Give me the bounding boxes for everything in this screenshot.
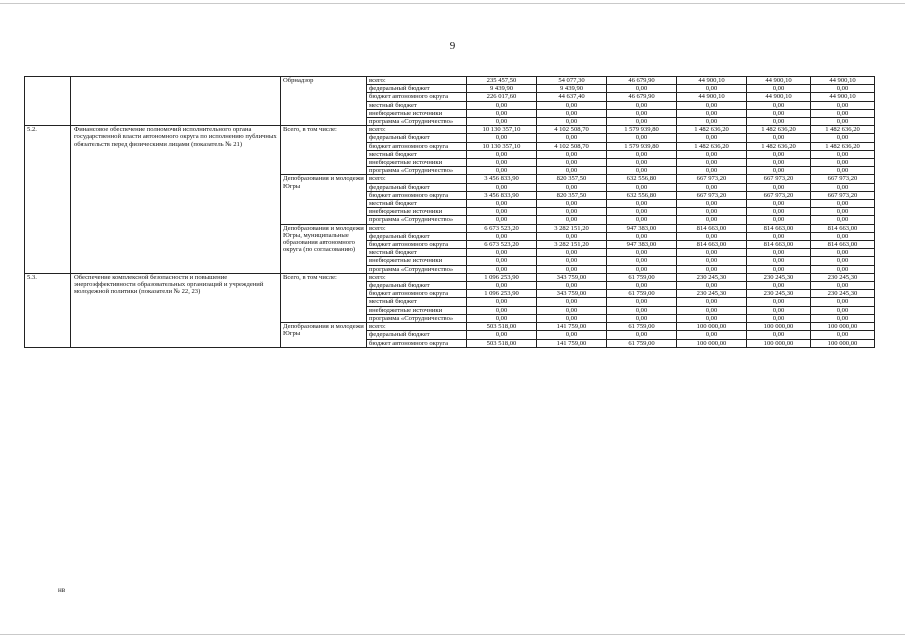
amount-cell: 46 679,90 — [607, 77, 677, 85]
amount-cell: 0,00 — [677, 282, 747, 290]
amount-cell: 0,00 — [811, 232, 875, 240]
executor-cell: Обрнадзор — [281, 77, 367, 126]
funding-source-cell: федеральный бюджет — [367, 331, 467, 339]
amount-cell: 814 663,00 — [677, 224, 747, 232]
amount-cell: 44 637,40 — [537, 93, 607, 101]
amount-cell: 4 102 508,70 — [537, 126, 607, 134]
amount-cell: 0,00 — [677, 249, 747, 257]
amount-cell: 343 759,00 — [537, 290, 607, 298]
table-row — [25, 273, 875, 281]
funding-source-cell: программа «Сотрудничество» — [367, 265, 467, 273]
amount-cell: 0,00 — [677, 265, 747, 273]
amount-cell: 814 663,00 — [747, 224, 811, 232]
amount-cell: 0,00 — [607, 306, 677, 314]
amount-cell: 0,00 — [467, 118, 537, 126]
amount-cell: 0,00 — [607, 265, 677, 273]
amount-cell: 0,00 — [607, 101, 677, 109]
amount-cell: 667 973,20 — [811, 175, 875, 183]
amount-cell: 46 679,90 — [607, 93, 677, 101]
amount-cell: 0,00 — [607, 134, 677, 142]
amount-cell: 0,00 — [537, 298, 607, 306]
funding-source-cell: внебюджетные источники — [367, 257, 467, 265]
funding-source-cell: бюджет автономного округа — [367, 93, 467, 101]
amount-cell: 141 759,00 — [537, 323, 607, 331]
executor-cell: Всего, в том числе: — [281, 126, 367, 175]
funding-source-cell: местный бюджет — [367, 101, 467, 109]
item-title — [71, 77, 281, 126]
funding-source-cell: всего: — [367, 175, 467, 183]
amount-cell: 0,00 — [677, 101, 747, 109]
amount-cell: 0,00 — [607, 167, 677, 175]
amount-cell: 0,00 — [811, 331, 875, 339]
funding-source-cell: местный бюджет — [367, 298, 467, 306]
amount-cell: 0,00 — [811, 208, 875, 216]
amount-cell: 0,00 — [467, 101, 537, 109]
amount-cell: 0,00 — [677, 314, 747, 322]
funding-source-cell: местный бюджет — [367, 150, 467, 158]
amount-cell: 0,00 — [811, 306, 875, 314]
funding-source-cell: программа «Сотрудничество» — [367, 216, 467, 224]
amount-cell: 0,00 — [811, 167, 875, 175]
amount-cell: 0,00 — [811, 265, 875, 273]
funding-source-cell: бюджет автономного округа — [367, 290, 467, 298]
amount-cell: 0,00 — [811, 118, 875, 126]
amount-cell: 0,00 — [537, 232, 607, 240]
funding-source-cell: бюджет автономного округа — [367, 241, 467, 249]
funding-source-cell: программа «Сотрудничество» — [367, 167, 467, 175]
item-number — [25, 77, 71, 126]
amount-cell: 0,00 — [811, 314, 875, 322]
amount-cell: 0,00 — [467, 257, 537, 265]
executor-cell: Депобразования и молодежи Югры — [281, 175, 367, 224]
amount-cell: 0,00 — [537, 331, 607, 339]
amount-cell: 44 900,10 — [677, 77, 747, 85]
amount-cell: 44 900,10 — [677, 93, 747, 101]
funding-source-cell: бюджет автономного округа — [367, 142, 467, 150]
amount-cell: 0,00 — [747, 216, 811, 224]
amount-cell: 814 663,00 — [747, 241, 811, 249]
funding-source-cell: всего: — [367, 323, 467, 331]
amount-cell: 0,00 — [747, 200, 811, 208]
amount-cell: 0,00 — [747, 159, 811, 167]
item-title: Финансовое обеспечение полномочий исполнительного органа государственной власти автономного округа по исполнению публичных обязательств перед физическими лицами (показатель № 21) — [71, 126, 281, 274]
amount-cell: 0,00 — [747, 85, 811, 93]
budget-table — [24, 76, 875, 348]
amount-cell: 0,00 — [467, 331, 537, 339]
amount-cell: 0,00 — [537, 265, 607, 273]
amount-cell: 226 017,60 — [467, 93, 537, 101]
amount-cell: 0,00 — [677, 257, 747, 265]
amount-cell: 0,00 — [467, 216, 537, 224]
amount-cell: 0,00 — [747, 167, 811, 175]
amount-cell: 6 673 523,20 — [467, 224, 537, 232]
amount-cell: 0,00 — [811, 150, 875, 158]
amount-cell: 0,00 — [811, 216, 875, 224]
table-row — [25, 77, 875, 85]
amount-cell: 632 556,80 — [607, 175, 677, 183]
scan-edge-top — [0, 3, 905, 4]
funding-source-cell: местный бюджет — [367, 200, 467, 208]
amount-cell: 61 759,00 — [607, 273, 677, 281]
amount-cell: 0,00 — [537, 150, 607, 158]
amount-cell: 0,00 — [747, 314, 811, 322]
amount-cell: 0,00 — [467, 232, 537, 240]
amount-cell: 0,00 — [537, 200, 607, 208]
amount-cell: 3 456 833,90 — [467, 175, 537, 183]
funding-source-cell: местный бюджет — [367, 249, 467, 257]
amount-cell: 947 383,00 — [607, 224, 677, 232]
amount-cell: 141 759,00 — [537, 339, 607, 347]
amount-cell: 0,00 — [607, 257, 677, 265]
amount-cell: 0,00 — [811, 282, 875, 290]
amount-cell: 230 245,30 — [677, 273, 747, 281]
amount-cell: 0,00 — [677, 85, 747, 93]
amount-cell: 230 245,30 — [811, 273, 875, 281]
amount-cell: 100 000,00 — [811, 323, 875, 331]
amount-cell: 230 245,30 — [747, 290, 811, 298]
executor-cell: Депобразования и молодежи Югры, муниципальные образования автономного округа (по согласованию) — [281, 224, 367, 273]
amount-cell: 100 000,00 — [677, 323, 747, 331]
amount-cell: 100 000,00 — [811, 339, 875, 347]
amount-cell: 0,00 — [537, 282, 607, 290]
amount-cell: 1 482 636,20 — [811, 126, 875, 134]
amount-cell: 1 482 636,20 — [747, 126, 811, 134]
amount-cell: 61 759,00 — [607, 323, 677, 331]
amount-cell: 814 663,00 — [811, 241, 875, 249]
amount-cell: 0,00 — [537, 208, 607, 216]
amount-cell: 0,00 — [607, 150, 677, 158]
amount-cell: 0,00 — [607, 85, 677, 93]
amount-cell: 0,00 — [747, 134, 811, 142]
amount-cell: 1 482 636,20 — [811, 142, 875, 150]
amount-cell: 667 973,20 — [677, 175, 747, 183]
amount-cell: 947 383,00 — [607, 241, 677, 249]
amount-cell: 44 900,10 — [747, 93, 811, 101]
amount-cell: 0,00 — [467, 183, 537, 191]
amount-cell: 0,00 — [607, 200, 677, 208]
amount-cell: 0,00 — [747, 118, 811, 126]
amount-cell: 0,00 — [677, 118, 747, 126]
amount-cell: 0,00 — [811, 109, 875, 117]
amount-cell: 0,00 — [467, 200, 537, 208]
amount-cell: 235 457,50 — [467, 77, 537, 85]
amount-cell: 0,00 — [537, 183, 607, 191]
amount-cell: 3 282 151,20 — [537, 241, 607, 249]
amount-cell: 0,00 — [467, 306, 537, 314]
amount-cell: 1 579 939,80 — [607, 126, 677, 134]
funding-source-cell: всего: — [367, 77, 467, 85]
executor-cell: Депобразования и молодежи Югры — [281, 323, 367, 348]
amount-cell: 0,00 — [467, 265, 537, 273]
amount-cell: 1 482 636,20 — [677, 126, 747, 134]
amount-cell: 0,00 — [747, 232, 811, 240]
amount-cell: 0,00 — [537, 249, 607, 257]
funding-source-cell: всего: — [367, 126, 467, 134]
amount-cell: 0,00 — [677, 109, 747, 117]
amount-cell: 0,00 — [467, 298, 537, 306]
funding-source-cell: федеральный бюджет — [367, 282, 467, 290]
amount-cell: 1 482 636,20 — [747, 142, 811, 150]
amount-cell: 0,00 — [677, 167, 747, 175]
amount-cell: 0,00 — [677, 150, 747, 158]
amount-cell: 0,00 — [607, 331, 677, 339]
amount-cell: 3 456 833,90 — [467, 191, 537, 199]
page-number: 9 — [449, 40, 456, 52]
amount-cell: 0,00 — [607, 298, 677, 306]
amount-cell: 0,00 — [607, 109, 677, 117]
amount-cell: 0,00 — [747, 150, 811, 158]
amount-cell: 667 973,20 — [811, 191, 875, 199]
amount-cell: 4 102 508,70 — [537, 142, 607, 150]
amount-cell: 0,00 — [607, 208, 677, 216]
funding-source-cell: внебюджетные источники — [367, 159, 467, 167]
amount-cell: 503 518,00 — [467, 339, 537, 347]
funding-source-cell: всего: — [367, 273, 467, 281]
amount-cell: 0,00 — [537, 134, 607, 142]
amount-cell: 100 000,00 — [677, 339, 747, 347]
amount-cell: 343 759,00 — [537, 273, 607, 281]
amount-cell: 0,00 — [537, 314, 607, 322]
amount-cell: 0,00 — [537, 257, 607, 265]
table-row — [25, 126, 875, 134]
table-body — [25, 77, 875, 348]
amount-cell: 1 096 253,90 — [467, 290, 537, 298]
amount-cell: 230 245,30 — [677, 290, 747, 298]
amount-cell: 0,00 — [607, 282, 677, 290]
amount-cell: 0,00 — [607, 216, 677, 224]
amount-cell: 100 000,00 — [747, 339, 811, 347]
item-title: Обеспечение комплексной безопасности и повышение энергоэффективности образовательных организаций и учреждений молодежной политики (показатели № 22, 23) — [71, 273, 281, 347]
funding-source-cell: внебюджетные источники — [367, 208, 467, 216]
amount-cell: 0,00 — [747, 249, 811, 257]
amount-cell: 632 556,80 — [607, 191, 677, 199]
amount-cell: 0,00 — [747, 298, 811, 306]
amount-cell: 0,00 — [467, 167, 537, 175]
amount-cell: 0,00 — [467, 159, 537, 167]
amount-cell: 0,00 — [811, 257, 875, 265]
amount-cell: 0,00 — [747, 183, 811, 191]
amount-cell: 0,00 — [747, 282, 811, 290]
amount-cell: 0,00 — [607, 232, 677, 240]
amount-cell: 503 518,00 — [467, 323, 537, 331]
amount-cell: 0,00 — [467, 282, 537, 290]
amount-cell: 0,00 — [747, 101, 811, 109]
amount-cell: 9 439,90 — [467, 85, 537, 93]
amount-cell: 0,00 — [537, 167, 607, 175]
amount-cell: 0,00 — [537, 109, 607, 117]
amount-cell: 0,00 — [747, 306, 811, 314]
funding-source-cell: всего: — [367, 224, 467, 232]
amount-cell: 44 900,10 — [811, 93, 875, 101]
scan-edge-bottom — [0, 634, 905, 635]
amount-cell: 0,00 — [677, 159, 747, 167]
funding-source-cell: федеральный бюджет — [367, 134, 467, 142]
amount-cell: 61 759,00 — [607, 290, 677, 298]
amount-cell: 0,00 — [811, 200, 875, 208]
amount-cell: 0,00 — [607, 314, 677, 322]
amount-cell: 0,00 — [677, 208, 747, 216]
amount-cell: 0,00 — [467, 150, 537, 158]
amount-cell: 0,00 — [811, 85, 875, 93]
amount-cell: 0,00 — [811, 159, 875, 167]
executor-cell: Всего, в том числе: — [281, 273, 367, 322]
amount-cell: 0,00 — [467, 208, 537, 216]
amount-cell: 814 663,00 — [811, 224, 875, 232]
amount-cell: 814 663,00 — [677, 241, 747, 249]
amount-cell: 0,00 — [607, 183, 677, 191]
amount-cell: 0,00 — [811, 249, 875, 257]
amount-cell: 0,00 — [677, 134, 747, 142]
amount-cell: 3 282 151,20 — [537, 224, 607, 232]
amount-cell: 0,00 — [467, 314, 537, 322]
funding-source-cell: федеральный бюджет — [367, 232, 467, 240]
amount-cell: 61 759,00 — [607, 339, 677, 347]
amount-cell: 0,00 — [537, 101, 607, 109]
amount-cell: 0,00 — [467, 134, 537, 142]
amount-cell: 44 900,10 — [811, 77, 875, 85]
amount-cell: 100 000,00 — [747, 323, 811, 331]
amount-cell: 6 673 523,20 — [467, 241, 537, 249]
funding-source-cell: программа «Сотрудничество» — [367, 118, 467, 126]
amount-cell: 0,00 — [677, 306, 747, 314]
amount-cell: 0,00 — [677, 216, 747, 224]
amount-cell: 9 439,90 — [537, 85, 607, 93]
amount-cell: 0,00 — [677, 200, 747, 208]
amount-cell: 0,00 — [607, 159, 677, 167]
amount-cell: 0,00 — [467, 249, 537, 257]
funding-source-cell: внебюджетные источники — [367, 306, 467, 314]
amount-cell: 0,00 — [811, 298, 875, 306]
amount-cell: 230 245,30 — [811, 290, 875, 298]
amount-cell: 0,00 — [537, 159, 607, 167]
amount-cell: 0,00 — [677, 331, 747, 339]
amount-cell: 667 973,20 — [747, 175, 811, 183]
amount-cell: 54 077,30 — [537, 77, 607, 85]
footer-mark: нв — [58, 586, 66, 594]
amount-cell: 10 130 357,10 — [467, 126, 537, 134]
funding-source-cell: бюджет автономного округа — [367, 339, 467, 347]
amount-cell: 1 482 636,20 — [677, 142, 747, 150]
amount-cell: 0,00 — [607, 249, 677, 257]
amount-cell: 820 357,50 — [537, 191, 607, 199]
amount-cell: 0,00 — [677, 298, 747, 306]
funding-source-cell: программа «Сотрудничество» — [367, 314, 467, 322]
amount-cell: 820 357,50 — [537, 175, 607, 183]
funding-source-cell: бюджет автономного округа — [367, 191, 467, 199]
amount-cell: 0,00 — [747, 257, 811, 265]
amount-cell: 0,00 — [537, 118, 607, 126]
amount-cell: 0,00 — [467, 109, 537, 117]
amount-cell: 0,00 — [811, 134, 875, 142]
item-number: 5.3. — [25, 273, 71, 347]
amount-cell: 44 900,10 — [747, 77, 811, 85]
amount-cell: 667 973,20 — [747, 191, 811, 199]
amount-cell: 1 579 939,80 — [607, 142, 677, 150]
amount-cell: 0,00 — [811, 101, 875, 109]
item-number: 5.2. — [25, 126, 71, 274]
amount-cell: 0,00 — [747, 265, 811, 273]
amount-cell: 0,00 — [811, 183, 875, 191]
funding-source-cell: федеральный бюджет — [367, 183, 467, 191]
amount-cell: 0,00 — [747, 331, 811, 339]
amount-cell: 667 973,20 — [677, 191, 747, 199]
amount-cell: 0,00 — [747, 109, 811, 117]
funding-source-cell: внебюджетные источники — [367, 109, 467, 117]
amount-cell: 0,00 — [607, 118, 677, 126]
amount-cell: 0,00 — [747, 208, 811, 216]
amount-cell: 230 245,30 — [747, 273, 811, 281]
amount-cell: 1 096 253,90 — [467, 273, 537, 281]
amount-cell: 10 130 357,10 — [467, 142, 537, 150]
amount-cell: 0,00 — [537, 216, 607, 224]
amount-cell: 0,00 — [537, 306, 607, 314]
funding-source-cell: федеральный бюджет — [367, 85, 467, 93]
amount-cell: 0,00 — [677, 232, 747, 240]
amount-cell: 0,00 — [677, 183, 747, 191]
